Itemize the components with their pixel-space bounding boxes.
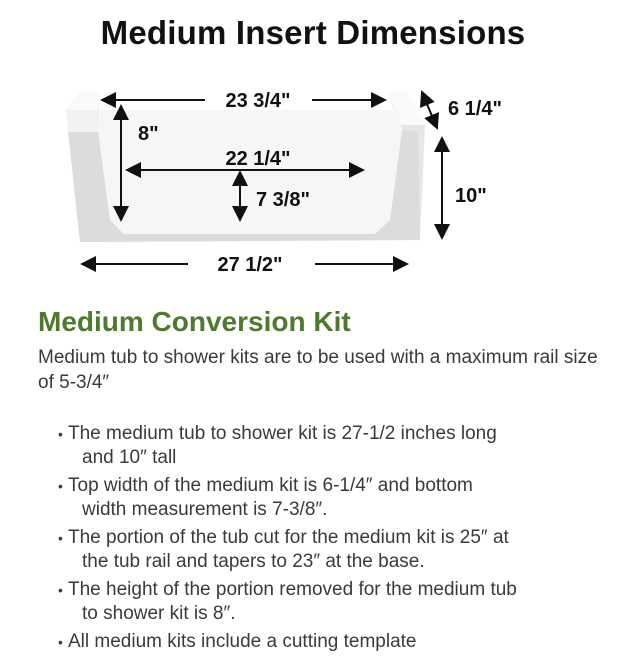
intro-text: Medium tub to shower kits are to be used with a maximum rail size of 5-3/4″ — [38, 347, 598, 393]
arrow — [422, 92, 437, 128]
dim-top-thickness: 6 1/4" — [448, 98, 502, 120]
dim-height: 10" — [455, 185, 487, 207]
dim-bottom-width: 7 3/8" — [256, 189, 310, 211]
list-item-text: Top width of the medium kit is 6-1/4″ and bottom — [68, 475, 473, 496]
list-item: • All medium kits include a cutting template — [58, 631, 417, 652]
section-heading: Medium Conversion Kit — [38, 306, 351, 337]
dim-length: 27 1/2" — [217, 254, 283, 276]
list-item-text: The height of the portion removed for the medium tub — [68, 579, 517, 600]
dim-depth: 8" — [138, 123, 159, 145]
feature-list — [58, 422, 618, 658]
list-item: • Top width of the medium kit is 6-1/4″ and bottom width measurement is 7-3/8″. — [58, 474, 618, 522]
list-item-text: to shower kit is 8″. — [82, 603, 236, 624]
list-item-text: The portion of the tub cut for the medium kit is 25″ at — [68, 527, 509, 548]
list-item: • The height of the portion removed for the medium tub to shower kit is 8″. — [58, 578, 618, 626]
list-item-text: width measurement is 7-3/8″. — [82, 499, 328, 520]
list-item-text: the tub rail and tapers to 23″ at the base. — [82, 551, 425, 572]
insert-diagram — [0, 70, 626, 280]
dim-top-width: 23 3/4" — [225, 90, 291, 112]
dim-inner-width: 22 1/4" — [225, 148, 291, 170]
page-title: Medium Insert Dimensions — [100, 14, 526, 51]
list-item: • The portion of the tub cut for the medium kit is 25″ at the tub rail and tapers to 23″ at the base. — [58, 526, 618, 574]
list-item: • The medium tub to shower kit is 27-1/2 inches long and 10″ tall — [58, 422, 618, 470]
list-item-text: All medium kits include a cutting template — [68, 631, 417, 652]
list-item-text: The medium tub to shower kit is 27-1/2 inches long — [68, 423, 497, 444]
list-item-text: and 10″ tall — [82, 447, 177, 468]
